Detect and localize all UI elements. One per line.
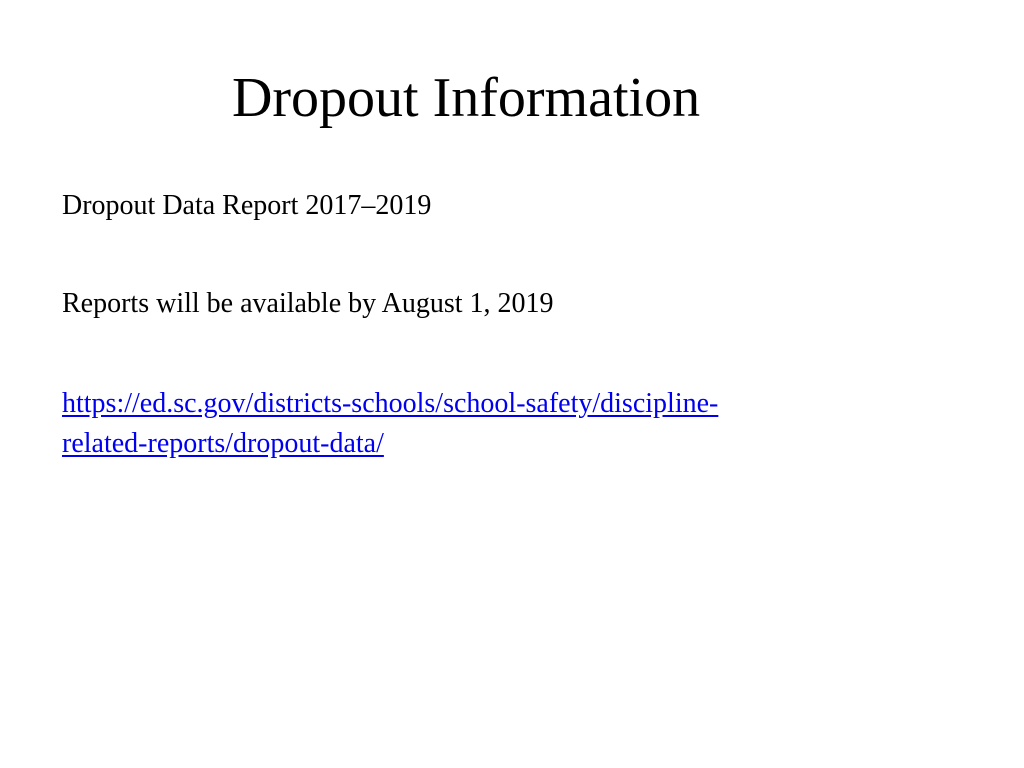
report-title-text: Dropout Data Report 2017–2019 xyxy=(62,190,432,221)
slide-title: Dropout Information xyxy=(231,67,701,129)
link-text-line-2: related-reports/dropout-data/ xyxy=(62,428,384,459)
dropout-data-link[interactable] xyxy=(62,384,882,464)
availability-text: Reports will be available by August 1, 2019 xyxy=(62,288,554,319)
link-text-line-1: https://ed.sc.gov/districts-schools/school-safety/discipline- xyxy=(62,388,719,419)
